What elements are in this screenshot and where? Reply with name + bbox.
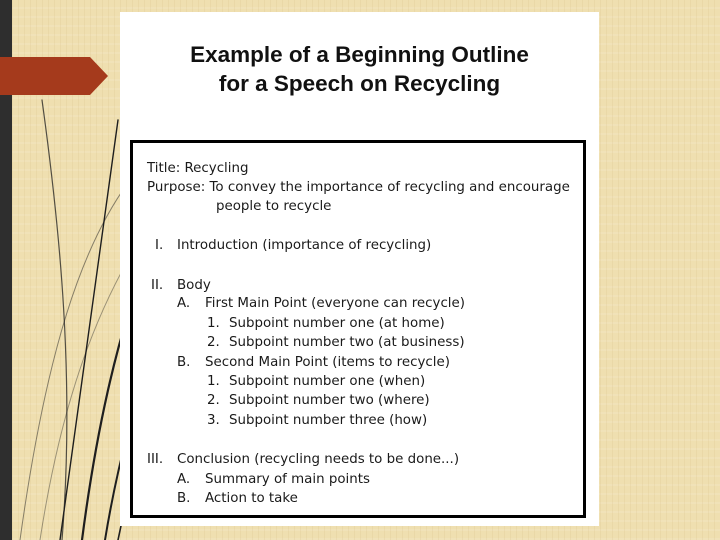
outline-purpose-line-2: people to recycle [216,199,332,214]
conclusion-point-a-letter: A. [177,472,191,487]
point-b-subpoint-2-text: Subpoint number two (where) [229,393,430,408]
body-text: Body [177,278,211,293]
conclusion-numeral: III. [147,452,164,467]
point-a-subpoint-2-text: Subpoint number two (at business) [229,335,465,350]
outline-purpose-line-1: Purpose: To convey the importance of recycling and encourage [147,180,570,195]
introduction-text: Introduction (importance of recycling) [177,238,432,253]
point-b-text: Second Main Point (items to recycle) [205,355,450,370]
arrow-tab-shape [0,57,108,95]
slide-title-line-1: Example of a Beginning Outline [190,42,529,67]
point-a-subpoint-2-number: 2. [207,335,220,350]
slide-title-line-2: for a Speech on Recycling [218,71,501,96]
introduction-numeral: I. [155,238,164,253]
outline-title-line: Title: Recycling [147,161,249,176]
outline-box [130,140,586,518]
slide-title [120,40,599,98]
conclusion-point-b-letter: B. [177,491,191,506]
point-b-letter: B. [177,355,191,370]
point-a-subpoint-1-text: Subpoint number one (at home) [229,316,445,331]
point-b-subpoint-3-text: Subpoint number three (how) [229,413,428,428]
point-a-text: First Main Point (everyone can recycle) [205,296,465,311]
point-b-subpoint-1-text: Subpoint number one (when) [229,374,426,389]
conclusion-text: Conclusion (recycling needs to be done...) [177,452,460,467]
point-b-subpoint-2-number: 2. [207,393,220,408]
point-a-subpoint-1-number: 1. [207,316,220,331]
conclusion-point-a-text: Summary of main points [205,472,370,487]
conclusion-point-b-text: Action to take [205,491,298,506]
body-numeral: II. [151,278,164,293]
point-b-subpoint-1-number: 1. [207,374,220,389]
point-b-subpoint-3-number: 3. [207,413,220,428]
point-a-letter: A. [177,296,191,311]
